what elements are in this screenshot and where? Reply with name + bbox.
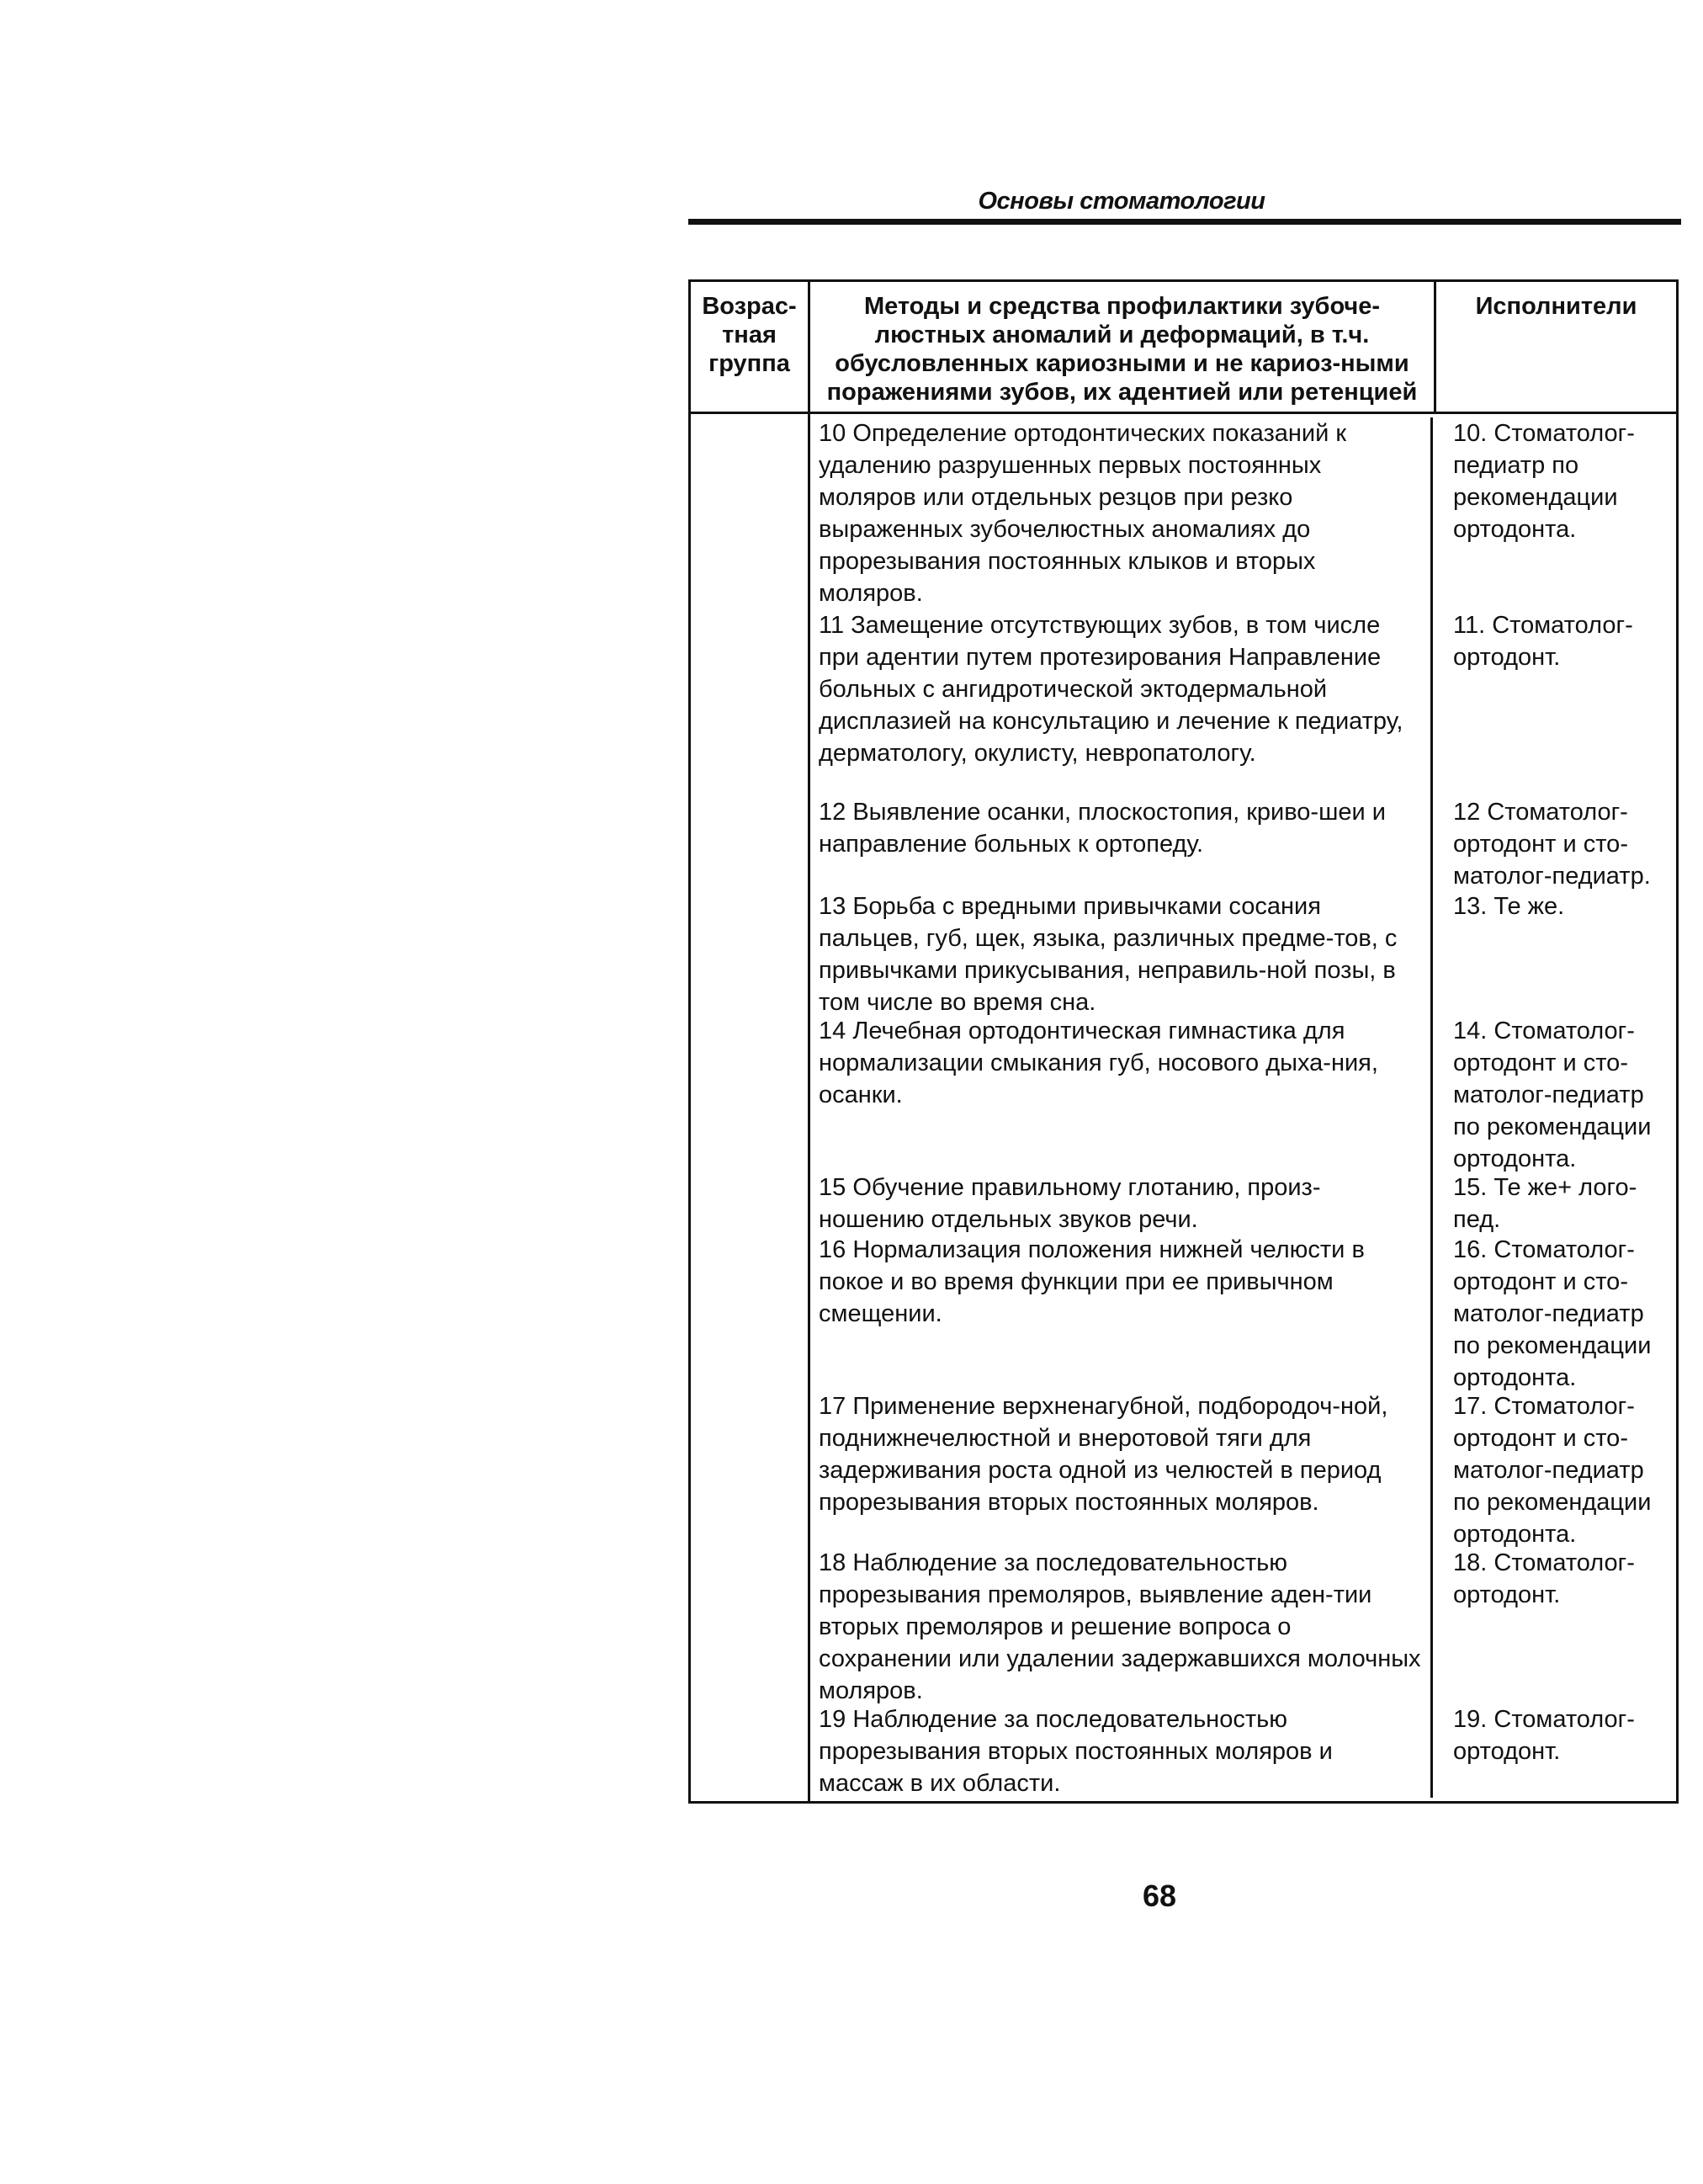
performer-15: 15. Те же+ лого-пед.: [1453, 1174, 1637, 1233]
method-19: 19 Наблюдение за последовательностью прорезывания вторых постоянных моляров и массаж в их области.: [810, 1703, 1433, 1798]
performer-18: 18. Стоматолог-ортодонт.: [1453, 1549, 1635, 1608]
method-10: 10 Определение ортодонтических показаний к удалению разрушенных первых постоянных моляров или отдельных резцов при резко выраженных зубочелюстных аномалиях до прорезывания постоянных клыков и вторых моляров.: [810, 417, 1433, 609]
table-row: [810, 890, 1676, 1015]
method-18: 18 Наблюдение за последовательностью прорезывания премоляров, выявление аден-тии вторых премоляров и решение вопроса о сохранении или удалении задержавшихся молочных моляров.: [810, 1547, 1433, 1703]
prevention-table: [688, 279, 1679, 1804]
table-row: [810, 609, 1676, 796]
method-12: 12 Выявление осанки, плоскостопия, криво-шеи и направление больных к ортопеду.: [810, 796, 1433, 890]
table-body-row: [690, 413, 1678, 1803]
table-header-row: [690, 281, 1678, 413]
performer-14: 14. Стоматолог-ортодонт и сто-матолог-педиатр по рекомендации ортодонта.: [1453, 1018, 1652, 1172]
performer-19: 19. Стоматолог-ортодонт.: [1453, 1706, 1635, 1765]
method-17: 17 Применение верхненагубной, подбородоч-ной, поднижнечелюстной и внеротовой тяги для задерживания роста одной из челюстей в период прорезывания вторых постоянных моляров.: [810, 1390, 1433, 1547]
method-11: 11 Замещение отсутствующих зубов, в том числе при адентии путем протезирования Направление больных с ангидротической эктодермальной дисплазией на консультацию и лечение к педиатру, дерматологу, окулисту, невропатологу.: [810, 609, 1433, 796]
performer-11: 11. Стоматолог-ортодонт.: [1453, 612, 1633, 671]
method-15: 15 Обучение правильному глотанию, произ-ношению отдельных звуков речи.: [810, 1172, 1433, 1234]
table-row: [810, 1390, 1676, 1547]
age-group-cell: [690, 413, 809, 1803]
header-performers: Исполнители: [1435, 281, 1678, 413]
page-number: 68: [1143, 1878, 1177, 1913]
entries-cell: [809, 413, 1678, 1803]
header-methods: Методы и средства профилактики зубоче-люстных аномалий и деформаций, в т.ч. обусловленных кариозными и не кариоз-ными поражениями зубов, их адентией или ретенцией: [809, 281, 1435, 413]
performer-10: 10. Стоматолог-педиатр по рекомендации ортодонта.: [1453, 420, 1635, 543]
method-13: 13 Борьба с вредными привычками сосания пальцев, губ, щек, языка, различных предме-тов, с привычками прикусывания, неправиль-ной позы, в том числе во время сна.: [810, 890, 1433, 1015]
table-row: [810, 1703, 1676, 1798]
table-row: [810, 1172, 1676, 1234]
table-row: [810, 796, 1676, 890]
header-age-group: Возрас-тная группа: [690, 281, 809, 413]
table-row: [810, 417, 1676, 609]
table-row: [810, 1547, 1676, 1703]
running-header: [688, 187, 1681, 225]
performer-13: 13. Те же.: [1453, 893, 1565, 920]
performer-17: 17. Стоматолог-ортодонт и сто-матолог-педиатр по рекомендации ортодонта.: [1453, 1393, 1652, 1548]
running-header-title: Основы стоматологии: [978, 188, 1265, 215]
performer-16: 16. Стоматолог-ортодонт и сто-матолог-педиатр по рекомендации ортодонта.: [1453, 1236, 1652, 1391]
table-row: [810, 1015, 1676, 1172]
header-rule: [688, 219, 1681, 225]
method-14: 14 Лечебная ортодонтическая гимнастика для нормализации смыкания губ, носового дыха-ния, осанки.: [810, 1015, 1433, 1172]
performer-12: 12 Стоматолог-ортодонт и сто-матолог-педиатр.: [1453, 799, 1651, 890]
table-row: [810, 1234, 1676, 1390]
method-16: 16 Нормализация положения нижней челюсти в покое и во время функции при ее привычном смещении.: [810, 1234, 1433, 1390]
